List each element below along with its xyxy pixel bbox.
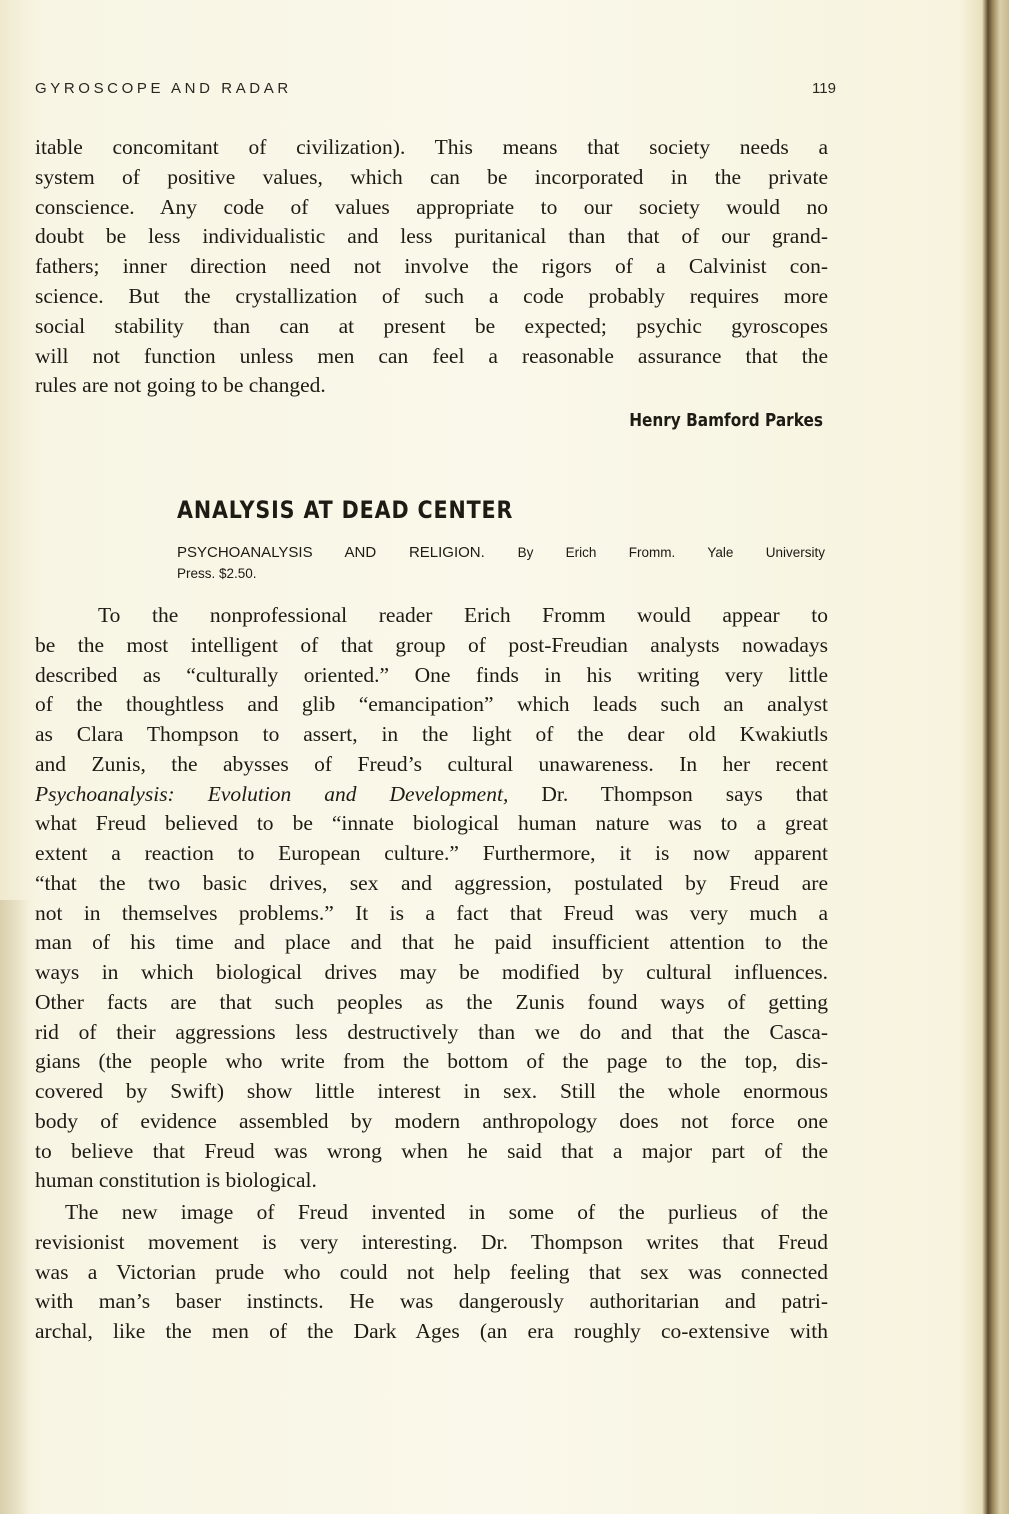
line-text: and Zunis, the abysses of Freud’s cultural unawareness. In her recent — [35, 751, 828, 776]
line-text: covered by Swift) show little interest in sex. Still the whole enormous — [35, 1079, 828, 1103]
text-line — [35, 929, 828, 955]
citation-author: By Erich Fromm. Yale University — [517, 545, 825, 560]
text-line — [35, 223, 828, 249]
text-line — [35, 1199, 828, 1225]
author-signature: Henry Bamford Parkes — [629, 410, 823, 431]
text-line — [35, 1318, 828, 1344]
text-line — [35, 810, 828, 836]
text-line — [35, 900, 828, 926]
italic-title: Psychoanalysis: Evolution and Development, — [35, 781, 509, 806]
line-text: extent a reaction to European culture.” Furthermore, it is now apparent — [35, 841, 828, 865]
citation-title: PSYCHOANALYSIS AND RELIGION. — [177, 544, 485, 561]
line-text: itable concomitant of civilization). This means that society needs a — [35, 135, 828, 159]
text-line — [35, 1288, 828, 1314]
line-text: man of his time and place and that he paid insufficient attention to the — [35, 930, 828, 955]
line-text: to believe that Freud was wrong when he said that a major part of the — [35, 1138, 828, 1163]
line-text: archal, like the men of the Dark Ages (an era roughly co-extensive with — [35, 1319, 828, 1343]
line-text: gians (the people who write from the bottom of the page to the top, dis- — [35, 1049, 828, 1074]
line-text: social stability than can at present be expected; psychic gyroscopes — [35, 313, 828, 338]
text-line — [35, 840, 828, 866]
text-line — [35, 781, 828, 807]
line-text: revisionist movement is very interesting. Dr. Thompson writes that Freud — [35, 1229, 828, 1254]
line-text: science. But the crystallization of such a code probably requires more — [35, 284, 828, 308]
line-text: rules are not going to be changed. — [35, 373, 326, 398]
text-line — [35, 1259, 828, 1285]
line-text: rid of their aggressions less destructively than we do and that the Casca- — [35, 1019, 828, 1044]
text-line — [35, 1078, 828, 1104]
text-line — [35, 134, 828, 160]
text-line — [35, 602, 828, 628]
page-number: 119 — [812, 80, 836, 97]
text-line — [35, 959, 828, 985]
line-text: what Freud believed to be “innate biological human nature was to a great — [35, 811, 828, 836]
page-edge-shadow — [0, 900, 30, 1514]
citation-press: Press. $2.50. — [177, 566, 257, 581]
line-text: doubt be less individualistic and less puritanical than that of our grand- — [35, 224, 828, 249]
line-text: as Clara Thompson to assert, in the light of the dear old Kwakiutls — [35, 722, 828, 746]
text-line — [35, 283, 828, 309]
text-line — [35, 691, 828, 717]
running-head: GYROSCOPE AND RADAR — [35, 80, 292, 97]
line-text: “that the two basic drives, sex and aggression, postulated by Freud are — [35, 870, 828, 895]
text-line — [35, 372, 828, 398]
line-text: be the most intelligent of that group of post-Freudian analysts nowadays — [35, 632, 828, 657]
text-line — [35, 253, 828, 279]
line-text: The new image of Freud invented in some of the purlieus of the — [65, 1200, 828, 1224]
line-text: To the nonprofessional reader Erich Fromm would appear to — [98, 603, 828, 627]
text-line — [35, 1229, 828, 1255]
line-text: conscience. Any code of values appropriate to our society would no — [35, 194, 828, 219]
text-line — [35, 164, 828, 190]
text-line — [35, 751, 828, 777]
line-text: system of positive values, which can be incorporated in the private — [35, 164, 828, 189]
text-line — [35, 194, 828, 220]
line-text: Dr. Thompson says that — [508, 781, 828, 806]
text-line — [35, 343, 828, 369]
line-text: not in themselves problems.” It is a fact that Freud was very much a — [35, 900, 828, 925]
text-line — [35, 721, 828, 747]
text-line — [35, 313, 828, 339]
text-line — [35, 1108, 828, 1134]
text-line — [35, 1167, 828, 1193]
line-text: Other facts are that such peoples as the Zunis found ways of getting — [35, 989, 828, 1014]
text-line — [35, 662, 828, 688]
line-text: ways in which biological drives may be modified by cultural influences. — [35, 960, 828, 984]
text-line — [35, 989, 828, 1015]
text-line — [35, 1048, 828, 1074]
line-text: fathers; inner direction need not involve the rigors of a Calvinist con- — [35, 254, 828, 279]
line-text: will not function unless men can feel a reasonable assurance that the — [35, 343, 828, 368]
citation-line-1 — [177, 543, 825, 563]
text-line — [35, 1138, 828, 1164]
line-text: body of evidence assembled by modern anthropology does not force one — [35, 1108, 828, 1133]
text-line — [35, 870, 828, 896]
text-line — [35, 1019, 828, 1045]
text-line — [35, 632, 828, 658]
line-text: with man’s baser instincts. He was dangerously authoritarian and patri- — [35, 1289, 828, 1314]
section-heading: ANALYSIS AT DEAD CENTER — [177, 496, 514, 524]
line-text: described as “culturally oriented.” One finds in his writing very little — [35, 662, 828, 687]
line-text: of the thoughtless and glib “emancipation” which leads such an analyst — [35, 692, 828, 717]
line-text: human constitution is biological. — [35, 1168, 317, 1193]
line-text: was a Victorian prude who could not help feeling that sex was connected — [35, 1259, 828, 1284]
